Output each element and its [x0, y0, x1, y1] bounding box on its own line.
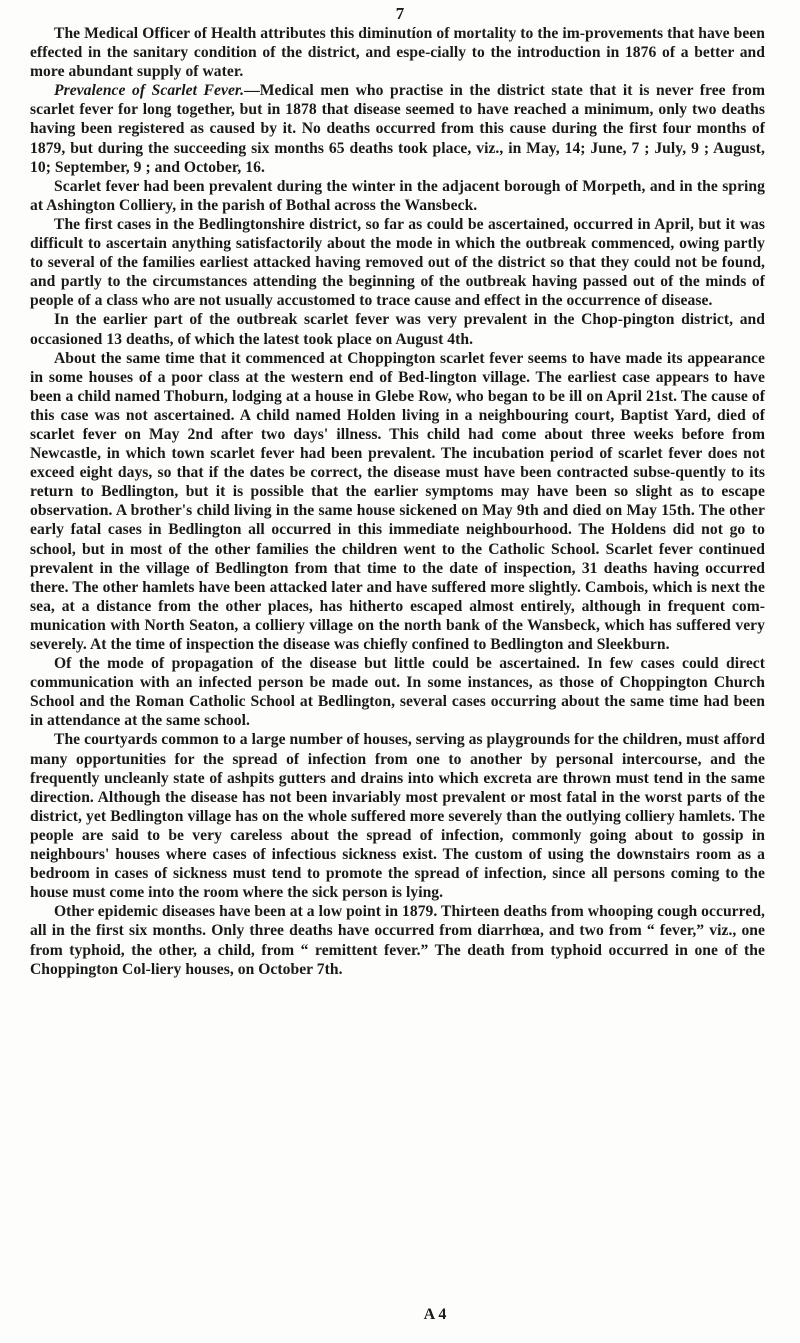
paragraph-text: —Medical men who practise in the district state that it is never free from scarlet fever for long together, but in 1878 that disease seemed to have reached a minimum, only two deaths having been registered as caused by it. No deaths occurred from this cause during the first four months of 1879, but during the succeeding six months 65 deaths took place, viz., in May, 14; June, 7 ; July, 9 ; August, 10; September, 9 ; and October, 16. — [30, 82, 765, 176]
paragraph-text: Scarlet fever had been prevalent during the winter in the adjacent borough of Morpeth, and in the spring at Ashington Colliery, in the parish of Bothal across the Wansbeck. — [30, 177, 765, 214]
paragraph — [30, 310, 765, 348]
paragraph — [30, 81, 765, 176]
paragraph — [30, 215, 765, 310]
paragraph-text: About the same time that it commenced at Choppington scarlet fever seems to have made its appearance in some houses of a poor class at the western end of Bed-lington village. The earliest case appears to have been a child named Thoburn, lodging at a house in Glebe Row, who began to be ill on April 21st. The cause of this case was not ascertained. A child named Holden living in a neighbouring court, Baptist Yard, died of scarlet fever on May 2nd after two days' illness. This child had come about three weeks before from Newcastle, in which town scarlet fever had been prevalent. The incubation period of scarlet fever does not exceed eight days, so that if the dates be correct, the disease must have been contracted subse-quently to its return to Bedlington, but it is possible that the earlier symptoms may have been so slight as to escape observation. A brother's child living in the same house sickened on May 9th and died on May 15th. The other early fatal cases in Bedlington all occurred in this immediate neighbourhood. The Holdens did not go to school, but in most of the other families the children went to the Catholic School. Scarlet fever continued prevalent in the village of Bedlington from that time to the date of inspection, 31 deaths having occurred there. The other hamlets have been attacked later and have suffered more slightly. Cambois, which is next the sea, at a distance from the other places, has hitherto escaped almost entirely, although in frequent com-munication with North Seaton, a colliery village on the north bank of the Wansbeck, which has suffered very severely. At the time of inspection the disease was chiefly confined to Bedlington and Sleekburn. — [30, 349, 765, 653]
paragraph-text: Of the mode of propagation of the disease but little could be ascertained. In few cases could direct communication with an infected person be made out. In some instances, as those of Choppington Church School and the Roman Catholic School at Bedlington, several cases occurring about the same time had been in attendance at the same school. — [30, 655, 765, 730]
paragraph — [30, 177, 765, 215]
paragraph — [30, 654, 765, 730]
section-heading: Prevalence of Scarlet Fever. — [54, 82, 245, 100]
paragraph-text: In the earlier part of the outbreak scarlet fever was very prevalent in the Chop-pington district, and occasioned 13 deaths, of which the latest took place on August 4th. — [30, 311, 765, 348]
paragraph-text: The courtyards common to a large number of houses, serving as playgrounds for the children, must afford many opportunities for the spread of infection from one to another by personal intercourse, and the frequently uncleanly state of ashpits gutters and drains into which excreta are thrown must tend in the same direction. Although the disease has not been invariably most prevalent or most fatal in the worst parts of the district, yet Bedlington village has on the whole suffered more severely than the outlying colliery hamlets. The people are said to be very careless about the spread of infection, commonly going about to gossip in neighbours' houses where cases of infectious sickness exist. The custom of using the downstairs room as a bedroom in cases of sickness must tend to promote the spread of infection, since all persons coming to the house must come into the room where the sick person is lying. — [30, 731, 765, 902]
paragraph-text: Other epidemic diseases have been at a low point in 1879. Thirteen deaths from whooping cough occurred, all in the first six months. Only three deaths have occurred from diarrhœa, and two from “ fever,” viz., one from typhoid, the other, a child, from “ remittent fever.” The death from typhoid occurred in one of the Choppington Col-liery houses, on October 7th. — [30, 903, 765, 978]
paragraph — [30, 730, 765, 902]
signature-mark: A 4 — [423, 1306, 447, 1323]
paragraph-text: The first cases in the Bedlingtonshire district, so far as could be ascertained, occurred in April, but it was difficult to ascertain anything satisfactorily about the mode in which the outbreak commenced, owing partly to several of the families earliest attacked having removed out of the district so that they could not be found, and partly to the circumstances attending the beginning of the outbreak having passed out of the minds of people of a class who are not usually accustomed to trace cause and effect in the occurrence of disease. — [30, 215, 765, 310]
paragraph — [30, 24, 765, 81]
paragraph-text: The Medical Officer of Health attributes this diminutíon of mortality to the im-provements that have been effected in the sanitary condition of the district, and espe-cially to the introduction in 1876 of a better and more abundant supply of water. — [30, 25, 765, 81]
paragraph — [30, 349, 765, 655]
body-text — [30, 24, 765, 979]
page-number: 7 — [395, 4, 405, 23]
paragraph — [30, 902, 765, 978]
